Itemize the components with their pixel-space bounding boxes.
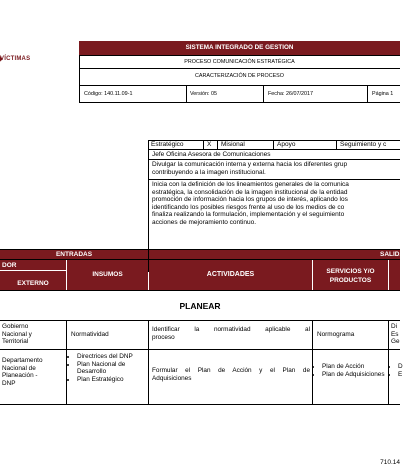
activity-line: proceso (152, 333, 175, 341)
document-type: CARACTERIZACIÓN DE PROCESO (195, 73, 284, 79)
row-client (389, 363, 403, 378)
process-objective (152, 161, 347, 176)
row-activity (152, 367, 310, 382)
activity-line: Adquisiciones (152, 374, 192, 382)
scope-line: acciones de mejoramiento continuo. (152, 218, 257, 226)
client-line: Ge (391, 338, 400, 346)
provider-line: Nacional de (2, 364, 36, 372)
scope-line: identificando los posibles riesgos frente al uso de los medios de co (152, 203, 345, 211)
supplies-header: INSUMOS (67, 260, 148, 290)
system-title: SISTEMA INTEGRADO DE GESTION (79, 41, 400, 55)
process-type-monitoring: Seguimiento y c (340, 141, 387, 148)
scope-line: promoción de información hacia los grupos de interés, aplicando los (152, 196, 348, 203)
provider-line: Departamento (2, 357, 43, 364)
list-item: • E (398, 371, 400, 379)
client-line: Di (391, 323, 398, 330)
process-type-support: Apoyo (277, 141, 296, 148)
client-line: Es (391, 330, 399, 338)
provider-header (0, 260, 66, 290)
provider-line: Nacional y (2, 330, 32, 338)
process-responsible: Jefe Oficina Asesora de Comunicaciones (152, 151, 271, 158)
provider-header-label: DOR (2, 262, 17, 269)
objective-line: contribuyendo a la imagen institucional. (152, 168, 266, 176)
clients-header (389, 260, 400, 290)
list-item: • D (398, 363, 400, 371)
scope-line: finaliza realizando la formulación, implementación y el seguimiento (152, 211, 345, 218)
provider-line: Planeación - (2, 372, 38, 380)
table-row (0, 350, 403, 404)
outputs-header-area (149, 250, 404, 259)
phase-title: PLANEAR (179, 301, 221, 311)
services-header-line: PRODUCTOS (329, 277, 372, 284)
footer-code: 710.14 (380, 459, 400, 466)
row-outputs (313, 363, 388, 378)
document-code: Código: 140.11.09-1 (84, 91, 133, 97)
provider-line: Territorial (2, 338, 29, 346)
activity-line: Identificar la normatividad aplicable al (152, 326, 310, 333)
logo-text: VÍCTIMAS (0, 56, 31, 62)
row-inputs (68, 353, 148, 383)
row-activity (152, 326, 310, 341)
row-output: Normograma (317, 331, 355, 338)
provider-line: DNP (2, 379, 16, 387)
document-version: Versión: 05 (190, 91, 217, 97)
process-type-checkmark: X (207, 141, 212, 148)
list-item: • Plan Nacional de Desarrollo (77, 361, 148, 376)
row-provider (2, 357, 43, 387)
external-header-label: EXTERNO (17, 280, 49, 287)
activity-line: Formular el Plan de Acción y el Plan de (152, 367, 310, 374)
list-item: • Plan Estratégico (77, 376, 148, 384)
list-item: • Directrices del DNP (77, 353, 148, 361)
activities-header: ACTIVIDADES (149, 260, 312, 290)
page-number: Página 1 (372, 91, 394, 97)
services-header (313, 260, 388, 290)
process-type-strategic: Estratégico (151, 141, 184, 148)
scope-line: Inicia con la definición de los lineamientos generales de la comunica (152, 181, 349, 188)
services-header-line: SERVICIOS Y/O (326, 268, 375, 275)
row-client (391, 323, 400, 346)
list-item: • Plan de Adquisiciones (322, 371, 388, 379)
document-date: Fecha: 26/07/2017 (268, 91, 313, 97)
inputs-header: ENTRADAS (0, 250, 148, 259)
row-input: Normatividad (71, 331, 109, 338)
row-provider (2, 323, 32, 346)
outputs-header: SALIDA (380, 251, 404, 258)
process-type-missional: Misional (221, 141, 245, 148)
table-row (0, 321, 400, 349)
scope-line: estratégica, la consolidación de la imagen institucional de la entidad (152, 188, 348, 196)
process-name: PROCESO COMUNICACIÓN ESTRATÉGICA (184, 59, 295, 65)
objective-line: Divulgar la comunicación interna y externa hacia los diferentes grup (152, 161, 348, 168)
process-scope (152, 181, 349, 226)
list-item: • Plan de Acción (322, 363, 388, 371)
provider-line: Gobierno (2, 323, 29, 330)
